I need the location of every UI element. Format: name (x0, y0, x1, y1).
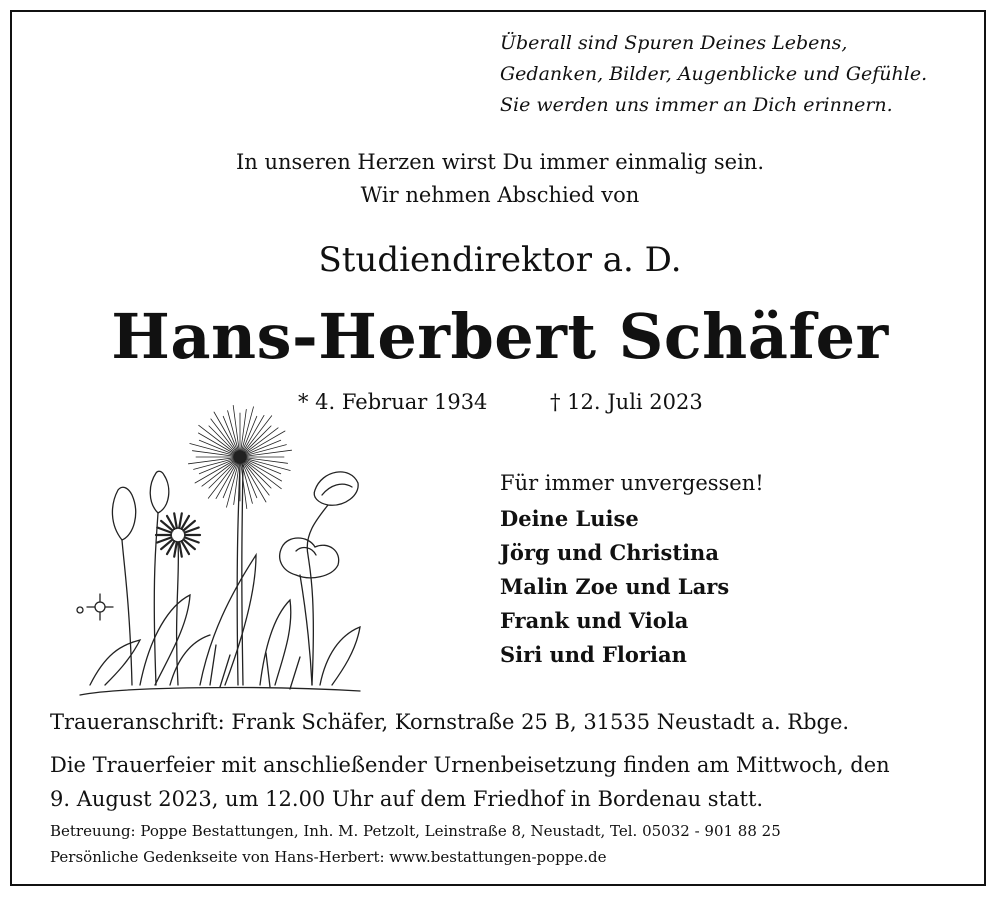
motto-verse (500, 28, 927, 121)
intro-line-1: In unseren Herzen wirst Du immer einmalig sein. (235, 150, 764, 174)
mourning-address: Traueranschrift: Frank Schäfer, Kornstraße 25 B, 31535 Neustadt a. Rbge. (50, 710, 850, 734)
motto-line: Sie werden uns immer an Dich erinnern. (500, 94, 893, 116)
family-member: Siri und Florian (500, 642, 687, 667)
family-member: Frank und Viola (500, 608, 689, 633)
dandelion-flowers-sketch-icon (60, 395, 380, 700)
intro-line-2: Wir nehmen Abschied von (360, 183, 640, 207)
birth-date: * 4. Februar 1934 (298, 390, 488, 414)
family-list (500, 466, 764, 672)
family-member: Jörg und Christina (500, 540, 719, 565)
deceased-title: Studiendirektor a. D. (318, 240, 682, 280)
service-info (50, 748, 950, 816)
memorial-page-link[interactable]: Persönliche Gedenkseite von Hans-Herbert: www.bestattungen-poppe.de (50, 848, 607, 866)
motto-line: Überall sind Spuren Deines Lebens, (500, 32, 848, 54)
motto-line: Gedanken, Bilder, Augenblicke und Gefühle. (500, 63, 928, 85)
family-member: Deine Luise (500, 506, 639, 531)
service-line-2: 9. August 2023, um 12.00 Uhr auf dem Friedhof in Bordenau statt. (50, 787, 764, 811)
funeral-home-info: Betreuung: Poppe Bestattungen, Inh. M. Petzolt, Leinstraße 8, Neustadt, Tel. 05032 - 901 88 25 (50, 822, 781, 840)
death-date: † 12. Juli 2023 (550, 390, 703, 414)
family-member: Malin Zoe und Lars (500, 574, 730, 599)
deceased-name: Hans-Herbert Schäfer (111, 300, 889, 373)
family-lead: Für immer unvergessen! (500, 471, 764, 495)
intro-text (0, 146, 1000, 212)
service-line-1: Die Trauerfeier mit anschließender Urnenbeisetzung finden am Mittwoch, den (50, 753, 890, 777)
